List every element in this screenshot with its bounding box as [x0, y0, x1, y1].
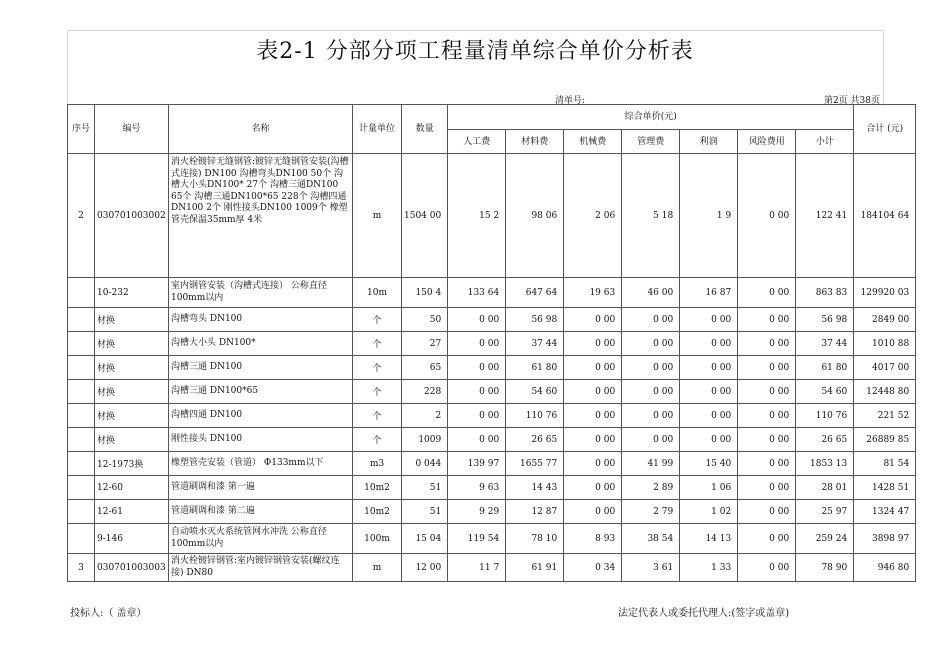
cell-material: 14 43 [506, 476, 564, 500]
cell-profit: 1 33 [680, 554, 738, 582]
cell-labor: 0 00 [448, 404, 506, 428]
cell-profit: 15 40 [680, 452, 738, 476]
cell-profit: 1 9 [680, 154, 738, 278]
cell-subtotal: 56 98 [796, 308, 854, 332]
cell-risk: 0 00 [738, 356, 796, 380]
cell-unit: 个 [353, 428, 402, 452]
cell-code: 12-61 [95, 500, 169, 524]
table-body [68, 154, 916, 582]
bidder-signature-label: 投标人:（ 盖章） [70, 608, 147, 619]
cell-mgmt: 3 61 [622, 554, 680, 582]
cell-machine: 8 93 [564, 524, 622, 554]
cell-mgmt: 38 54 [622, 524, 680, 554]
cell-name: 管道刷调和漆 第二遍 [169, 500, 353, 524]
cell-name: 刚性接头 DN100 [169, 428, 353, 452]
cell-mgmt: 0 00 [622, 380, 680, 404]
cell-total: 81 54 [854, 452, 916, 476]
cell-total: 1010 88 [854, 332, 916, 356]
cell-risk: 0 00 [738, 524, 796, 554]
cell-unit: 个 [353, 308, 402, 332]
cell-unit: 10m2 [353, 500, 402, 524]
table-row [68, 524, 916, 554]
cell-mgmt: 5 18 [622, 154, 680, 278]
cell-unit: 10m2 [353, 476, 402, 500]
cell-qty: 51 [402, 500, 448, 524]
table-row [68, 476, 916, 500]
cell-subtotal: 37 44 [796, 332, 854, 356]
header-risk: 风险费用 [738, 130, 796, 154]
cell-name: 沟槽四通 DN100 [169, 404, 353, 428]
cell-name: 消火栓镀锌无缝钢管:镀锌无缝钢管安装(沟槽式连接) DN100 沟槽弯头DN100 50个 沟槽大小头DN100* 27个 沟槽三通DN100 65个 沟槽三通DN100*65 228个 沟槽四通DN100 2个 刚性接头DN100 1009个 橡塑管壳保温35mm厚 4米 [169, 154, 353, 278]
cell-risk: 0 00 [738, 476, 796, 500]
cell-code: 10-232 [95, 278, 169, 308]
list-number-label: 清单号: [555, 96, 586, 106]
cell-machine: 0 00 [564, 476, 622, 500]
cell-name: 室内钢管安装（沟槽式连接） 公称直径100mm以内 [169, 278, 353, 308]
cell-profit: 0 00 [680, 380, 738, 404]
cell-profit: 0 00 [680, 428, 738, 452]
cell-total: 12448 80 [854, 380, 916, 404]
cell-risk: 0 00 [738, 154, 796, 278]
cell-machine: 0 00 [564, 356, 622, 380]
cell-unit: m3 [353, 452, 402, 476]
cell-qty: 150 4 [402, 278, 448, 308]
cell-unit: 100m [353, 524, 402, 554]
cell-mgmt: 2 89 [622, 476, 680, 500]
cell-subtotal: 26 65 [796, 428, 854, 452]
cell-risk: 0 00 [738, 404, 796, 428]
cell-material: 61 80 [506, 356, 564, 380]
cell-mgmt: 2 79 [622, 500, 680, 524]
header-seq: 序号 [68, 105, 95, 154]
cell-machine: 19 63 [564, 278, 622, 308]
cell-total: 4017 00 [854, 356, 916, 380]
cell-unit: 个 [353, 404, 402, 428]
cell-total: 946 80 [854, 554, 916, 582]
cell-subtotal: 1853 13 [796, 452, 854, 476]
cell-subtotal: 78 90 [796, 554, 854, 582]
cell-machine: 0 00 [564, 308, 622, 332]
cell-qty: 27 [402, 332, 448, 356]
cell-unit: m [353, 154, 402, 278]
cell-total: 129920 03 [854, 278, 916, 308]
page-title: 表2-1 分部分项工程量清单综合单价分析表 [256, 39, 694, 64]
cell-total: 1324 47 [854, 500, 916, 524]
cell-unit: m [353, 554, 402, 582]
header-name: 名称 [169, 105, 353, 154]
cell-code: 材换 [95, 380, 169, 404]
cell-seq [68, 476, 95, 500]
cell-material: 61 91 [506, 554, 564, 582]
cell-mgmt: 0 00 [622, 404, 680, 428]
cell-machine: 0 00 [564, 404, 622, 428]
table-row [68, 500, 916, 524]
table-row [68, 332, 916, 356]
cell-seq [68, 524, 95, 554]
cell-labor: 133 64 [448, 278, 506, 308]
header-qty: 数量 [402, 105, 448, 154]
cell-risk: 0 00 [738, 380, 796, 404]
page-info: 第2页 共38页 [823, 96, 880, 106]
cell-seq: 2 [68, 154, 95, 278]
cell-labor: 0 00 [448, 332, 506, 356]
cell-unit: 个 [353, 356, 402, 380]
table-row [68, 428, 916, 452]
cell-seq [68, 308, 95, 332]
cell-code: 材换 [95, 308, 169, 332]
cell-risk: 0 00 [738, 500, 796, 524]
cell-profit: 0 00 [680, 404, 738, 428]
cell-seq [68, 500, 95, 524]
cell-code: 12-1973换 [95, 452, 169, 476]
cell-material: 12 87 [506, 500, 564, 524]
cell-mgmt: 0 00 [622, 356, 680, 380]
cell-subtotal: 61 80 [796, 356, 854, 380]
cell-qty: 50 [402, 308, 448, 332]
cell-code: 12-60 [95, 476, 169, 500]
cell-mgmt: 46 00 [622, 278, 680, 308]
table-row [68, 154, 916, 278]
header-profit: 利润 [680, 130, 738, 154]
cell-qty: 65 [402, 356, 448, 380]
cell-mgmt: 0 00 [622, 332, 680, 356]
cell-labor: 11 7 [448, 554, 506, 582]
cell-profit: 16 87 [680, 278, 738, 308]
cell-qty: 2 [402, 404, 448, 428]
legal-rep-signature-label: 法定代表人或委托代理人:(签字或盖章) [618, 608, 790, 619]
cell-code: 030701003002 [95, 154, 169, 278]
cell-labor: 9 63 [448, 476, 506, 500]
cell-name: 橡塑管壳安装（管道） Φ133mm以下 [169, 452, 353, 476]
cell-material: 37 44 [506, 332, 564, 356]
table-row [68, 404, 916, 428]
cell-name: 管道刷调和漆 第一遍 [169, 476, 353, 500]
cell-material: 54 60 [506, 380, 564, 404]
header-mgmt: 管理费 [622, 130, 680, 154]
header-labor: 人工费 [448, 130, 506, 154]
cell-seq [68, 428, 95, 452]
cell-machine: 0 00 [564, 500, 622, 524]
cell-qty: 15 04 [402, 524, 448, 554]
cell-subtotal: 110 76 [796, 404, 854, 428]
cell-unit: 10m [353, 278, 402, 308]
header-code: 编号 [95, 105, 169, 154]
cell-material: 56 98 [506, 308, 564, 332]
header-total: 合计 (元) [854, 105, 916, 154]
cell-profit: 14 13 [680, 524, 738, 554]
cell-code: 材换 [95, 356, 169, 380]
cell-seq [68, 278, 95, 308]
cell-machine: 0 34 [564, 554, 622, 582]
cell-qty: 228 [402, 380, 448, 404]
cell-subtotal: 259 24 [796, 524, 854, 554]
cell-total: 184104 64 [854, 154, 916, 278]
cell-seq [68, 404, 95, 428]
cell-labor: 0 00 [448, 308, 506, 332]
cell-total: 221 52 [854, 404, 916, 428]
cell-seq [68, 452, 95, 476]
cell-code: 030701003003 [95, 554, 169, 582]
cell-labor: 15 2 [448, 154, 506, 278]
cell-risk: 0 00 [738, 308, 796, 332]
cell-labor: 139 97 [448, 452, 506, 476]
cell-mgmt: 0 00 [622, 308, 680, 332]
cell-mgmt: 0 00 [622, 428, 680, 452]
header-material: 材料费 [506, 130, 564, 154]
cell-qty: 1009 [402, 428, 448, 452]
cell-profit: 0 00 [680, 356, 738, 380]
cell-subtotal: 28 01 [796, 476, 854, 500]
cell-mgmt: 41 99 [622, 452, 680, 476]
cell-machine: 0 00 [564, 428, 622, 452]
table-row [68, 380, 916, 404]
table-row [68, 308, 916, 332]
cell-code: 材换 [95, 332, 169, 356]
cell-seq [68, 380, 95, 404]
cell-subtotal: 122 41 [796, 154, 854, 278]
cell-code: 材换 [95, 428, 169, 452]
cell-name: 自动喷水灭火系统管网水冲洗 公称直径100mm以内 [169, 524, 353, 554]
cell-unit: 个 [353, 332, 402, 356]
cell-subtotal: 863 83 [796, 278, 854, 308]
cell-material: 98 06 [506, 154, 564, 278]
cell-profit: 1 06 [680, 476, 738, 500]
cell-machine: 2 06 [564, 154, 622, 278]
table-row [68, 452, 916, 476]
cell-machine: 0 00 [564, 452, 622, 476]
cell-name: 沟槽三通 DN100*65 [169, 380, 353, 404]
cell-risk: 0 00 [738, 278, 796, 308]
table-row [68, 356, 916, 380]
cell-labor: 0 00 [448, 380, 506, 404]
cell-subtotal: 54 60 [796, 380, 854, 404]
cell-profit: 1 02 [680, 500, 738, 524]
cell-seq [68, 356, 95, 380]
cell-seq [68, 332, 95, 356]
header-machine: 机械费 [564, 130, 622, 154]
cell-qty: 12 00 [402, 554, 448, 582]
cell-labor: 0 00 [448, 356, 506, 380]
table-row [68, 554, 916, 582]
cell-material: 647 64 [506, 278, 564, 308]
cell-risk: 0 00 [738, 554, 796, 582]
cell-qty: 51 [402, 476, 448, 500]
cell-labor: 9 29 [448, 500, 506, 524]
cell-total: 26889 85 [854, 428, 916, 452]
cell-material: 78 10 [506, 524, 564, 554]
cell-machine: 0 00 [564, 380, 622, 404]
cell-machine: 0 00 [564, 332, 622, 356]
cell-name: 沟槽大小头 DN100* [169, 332, 353, 356]
cell-risk: 0 00 [738, 452, 796, 476]
cell-risk: 0 00 [738, 332, 796, 356]
cell-total: 1428 51 [854, 476, 916, 500]
cell-total: 2849 00 [854, 308, 916, 332]
analysis-table [67, 104, 916, 582]
cell-total: 3898 97 [854, 524, 916, 554]
cell-qty: 0 044 [402, 452, 448, 476]
cell-labor: 119 54 [448, 524, 506, 554]
cell-qty: 1504 00 [402, 154, 448, 278]
cell-material: 1655 77 [506, 452, 564, 476]
cell-risk: 0 00 [738, 428, 796, 452]
cell-material: 110 76 [506, 404, 564, 428]
cell-profit: 0 00 [680, 308, 738, 332]
cell-name: 沟槽弯头 DN100 [169, 308, 353, 332]
table-row [68, 278, 916, 308]
cell-unit: 个 [353, 380, 402, 404]
cell-code: 9-146 [95, 524, 169, 554]
header-unit: 计量单位 [353, 105, 402, 154]
cell-name: 消火栓镀锌钢管:室内镀锌钢管安装(螺纹连接) DN80 [169, 554, 353, 582]
cell-profit: 0 00 [680, 332, 738, 356]
header-subtotal: 小计 [796, 130, 854, 154]
cell-material: 26 65 [506, 428, 564, 452]
cell-name: 沟槽三通 DN100 [169, 356, 353, 380]
cell-code: 材换 [95, 404, 169, 428]
header-composite-price: 综合单价(元) [448, 105, 854, 130]
cell-labor: 0 00 [448, 428, 506, 452]
cell-subtotal: 25 97 [796, 500, 854, 524]
cell-seq: 3 [68, 554, 95, 582]
